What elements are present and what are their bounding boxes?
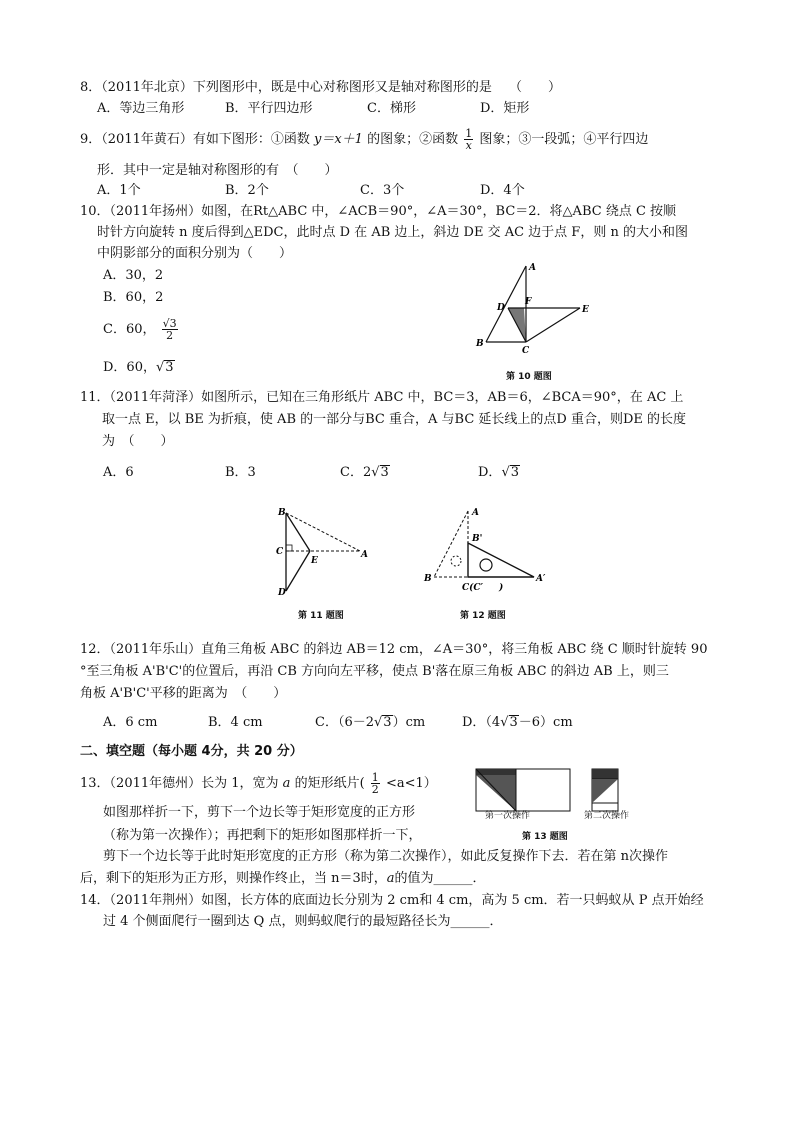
q14-line1: 14．（2011年荆州）如图，长方体的底面边长分别为 2 cm和 4 cm，高为 5 cm．若一只蚂蚁从 P 点开始经 (80, 893, 704, 908)
q12-option-d-radicand: 3 (509, 715, 518, 730)
q11-side-de (286, 551, 310, 591)
q12-line2: °至三角板 A'B'C'的位置后，再沿 CB 方向向左平移，使点 B'落在原三角板 ABC 的斜边 AB 上，则三 (80, 664, 669, 679)
q10-label-e: E (582, 305, 589, 315)
q12-caption: 第 12 题图 (460, 611, 506, 621)
q11-label-e: E (311, 556, 318, 566)
q10-option-d-label: D．60， (103, 360, 156, 375)
q10-option-a: A．30，2 (103, 268, 164, 283)
q12-option-c-label: C．（6－2 (315, 715, 374, 730)
q8-option-d: D．矩形 (480, 101, 530, 116)
q10-figure (470, 258, 600, 358)
q9-option-d: D．4个 (480, 183, 525, 198)
q10-option-c (103, 318, 180, 341)
q10-option-d-radicand: 3 (165, 360, 174, 375)
q9-frac-den: x (465, 139, 472, 152)
q12-label-paren: ) (499, 583, 504, 593)
q14-line2: 过 4 个侧面爬行一圈到达 Q 点，则蚂蚁爬行的最短路径长为______． (103, 914, 503, 929)
q12-option-c-radicand: 3 (383, 715, 392, 730)
q11-side-ba-dashed (286, 513, 360, 551)
q10-side-ec (526, 308, 580, 342)
q9-option-b: B．2个 (225, 183, 269, 198)
q10-option-d: D．60，√3 (103, 360, 174, 375)
q13-line4: 剪下一个边长等于此时矩形宽度的正方形（称为第二次操作），如此反复操作下去．若在第 n次操作 (103, 849, 669, 864)
q9-stem-b: 的图象；②函数 (367, 132, 459, 147)
q11-option-d: D．√3 (478, 465, 520, 480)
q12-line1: 12．（2011年乐山）直角三角板 ABC 的斜边 AB＝12 cm，∠A＝30°，将三角板 ABC 绕 C 顺时针旋转 90 (80, 642, 708, 657)
q10-option-c-den: 2 (166, 329, 174, 342)
q12-option-d: D．（4√3－6）cm (462, 715, 573, 730)
q13-frac-num: 1 (371, 771, 379, 784)
q11-label-d: D (278, 588, 286, 598)
q12-label-a-prime: A′ (536, 574, 546, 584)
q13-frac-den: 2 (371, 783, 379, 796)
q13-op2-label: 第二次操作 (584, 811, 630, 821)
q10-option-b: B．60，2 (103, 290, 164, 305)
q11-line1: 11．（2011年菏泽）如图所示，已知在三角形纸片 ABC 中，BC＝3，AB＝6，∠BCA＝90°，在 AC 上 (80, 390, 684, 405)
q10-caption: 第 10 题图 (506, 372, 552, 382)
q10-label-b: B (476, 339, 484, 349)
q10-label-d: D (497, 303, 505, 313)
q12-option-c-tail: ）cm (392, 715, 426, 730)
q12-moved-triangle (468, 543, 534, 577)
q12-option-d-label: D．（4 (462, 715, 501, 730)
q11-option-d-label: D． (478, 465, 502, 480)
q12-label-b: B (424, 574, 432, 584)
q10-option-c-fraction (162, 318, 178, 341)
q11-line2: 取一点 E，以 BE 为折痕，使 AB 的一部分与BC 重合，A 与BC 延长线上的点D 重合，则DE 的长度 (102, 412, 687, 427)
q11-option-a: A．6 (103, 465, 134, 480)
q13-shaded-2 (592, 779, 618, 803)
q13-line5-var: a (386, 871, 395, 886)
q11-label-b: B (278, 508, 286, 518)
q13-line1 (80, 772, 437, 795)
q12-option-b: B．4 cm (208, 715, 263, 730)
q9-option-c: C．3个 (360, 183, 405, 198)
q11-option-c-radicand: 3 (380, 465, 389, 480)
q12-hole-dashed (451, 556, 461, 566)
q10-label-a: A (529, 263, 536, 273)
q9-stem-line2: 形．其中一定是轴对称图形的有 （ ） (97, 163, 338, 178)
q9-frac-num: 1 (465, 127, 473, 140)
q11-label-a: A (361, 550, 368, 560)
q12-option-a: A．6 cm (103, 715, 158, 730)
q8-option-b: B．平行四边形 (225, 101, 313, 116)
q11-line3: 为 （ ） (102, 434, 174, 449)
q13-fraction (371, 772, 380, 795)
q11-caption: 第 11 题图 (298, 611, 344, 621)
q12-label-c-cprime: C(C′ (462, 583, 483, 593)
q8-stem: 8．（2011年北京）下列图形中，既是中心对称图形又是轴对称图形的是 （ ） (80, 80, 561, 95)
q8-option-a: A．等边三角形 (97, 101, 185, 116)
q10-label-f: F (525, 297, 532, 307)
q13-band-2 (592, 769, 618, 779)
q10-line2: 时针方向旋转 n 度后得到△EDC，此时点 D 在 AB 边上，斜边 DE 交 AC 边于点 F，则 n 的大小和图 (97, 225, 688, 240)
q12-side-ab-dashed (434, 511, 468, 577)
q12-label-b-prime: B' (472, 534, 483, 544)
q13-line5 (80, 869, 486, 889)
q11-label-c: C (276, 547, 284, 557)
q12-option-c: C．（6－2√3）cm (315, 715, 426, 730)
q12-hole (480, 559, 492, 571)
q11-option-c: C．2√3 (340, 465, 389, 480)
q12-label-a: A (472, 508, 479, 518)
q10-label-c: C (522, 346, 530, 356)
q13-line5-text: 后，剩下的矩形为正方形，则操作终止，当 n＝3时， (80, 871, 387, 886)
q11-option-c-label: C．2 (340, 465, 372, 480)
q11-right-angle (286, 545, 292, 551)
q13-op1-label: 第一次操作 (485, 811, 531, 821)
q12-figure (420, 503, 560, 599)
q10-option-c-num: √3 (162, 317, 177, 330)
q13-shaded-1 (476, 775, 516, 811)
q8-option-c: C．梯形 (367, 101, 416, 116)
q13-band-1 (476, 769, 516, 775)
q13-var-a: a (282, 776, 291, 791)
q9-stem-c: 图象；③一段弧；④平行四边 (479, 132, 649, 147)
q11-option-b: B．3 (225, 465, 256, 480)
q9-function-1: y＝x＋1 (314, 132, 363, 147)
q13-line5-tail: 的值为______． (394, 871, 486, 886)
q13-line2: 如图那样折一下，剪下一个边长等于矩形宽度的正方形 (103, 805, 416, 820)
q11-option-d-radicand: 3 (510, 465, 520, 480)
q13-stem-c: <a<1） (385, 776, 437, 791)
q13-stem-b: 的矩形纸片( (294, 776, 365, 791)
q12-option-d-tail: －6）cm (518, 715, 573, 730)
q9-option-a: A．1个 (97, 183, 141, 198)
q9-stem-a: 9．（2011年黄石）有如下图形：①函数 (80, 132, 310, 147)
q13-caption: 第 13 题图 (522, 832, 568, 842)
q10-line1: 10．（2011年扬州）如图，在Rt△ABC 中，∠ACB＝90°，∠A＝30°，BC＝2．将△ABC 绕点 C 按顺 (80, 204, 677, 219)
q10-option-c-label: C．60， (103, 322, 156, 337)
q12-line3: 角板 A'B'C'平移的距离为 （ ） (80, 686, 287, 701)
q11-figure (272, 503, 372, 599)
q9-stem-line1 (80, 128, 648, 151)
q13-stem-a: 13．（2011年德州）长为 1，宽为 (80, 776, 279, 791)
q9-fraction (464, 128, 473, 151)
q10-line3: 中阴影部分的面积分别为（ ） (97, 246, 293, 261)
section-heading-fill-in: 二、填空题（每小题 4分，共 20 分） (80, 744, 303, 759)
q13-line3: （称为第一次操作）；再把剩下的矩形如图那样折一下， (103, 828, 422, 843)
